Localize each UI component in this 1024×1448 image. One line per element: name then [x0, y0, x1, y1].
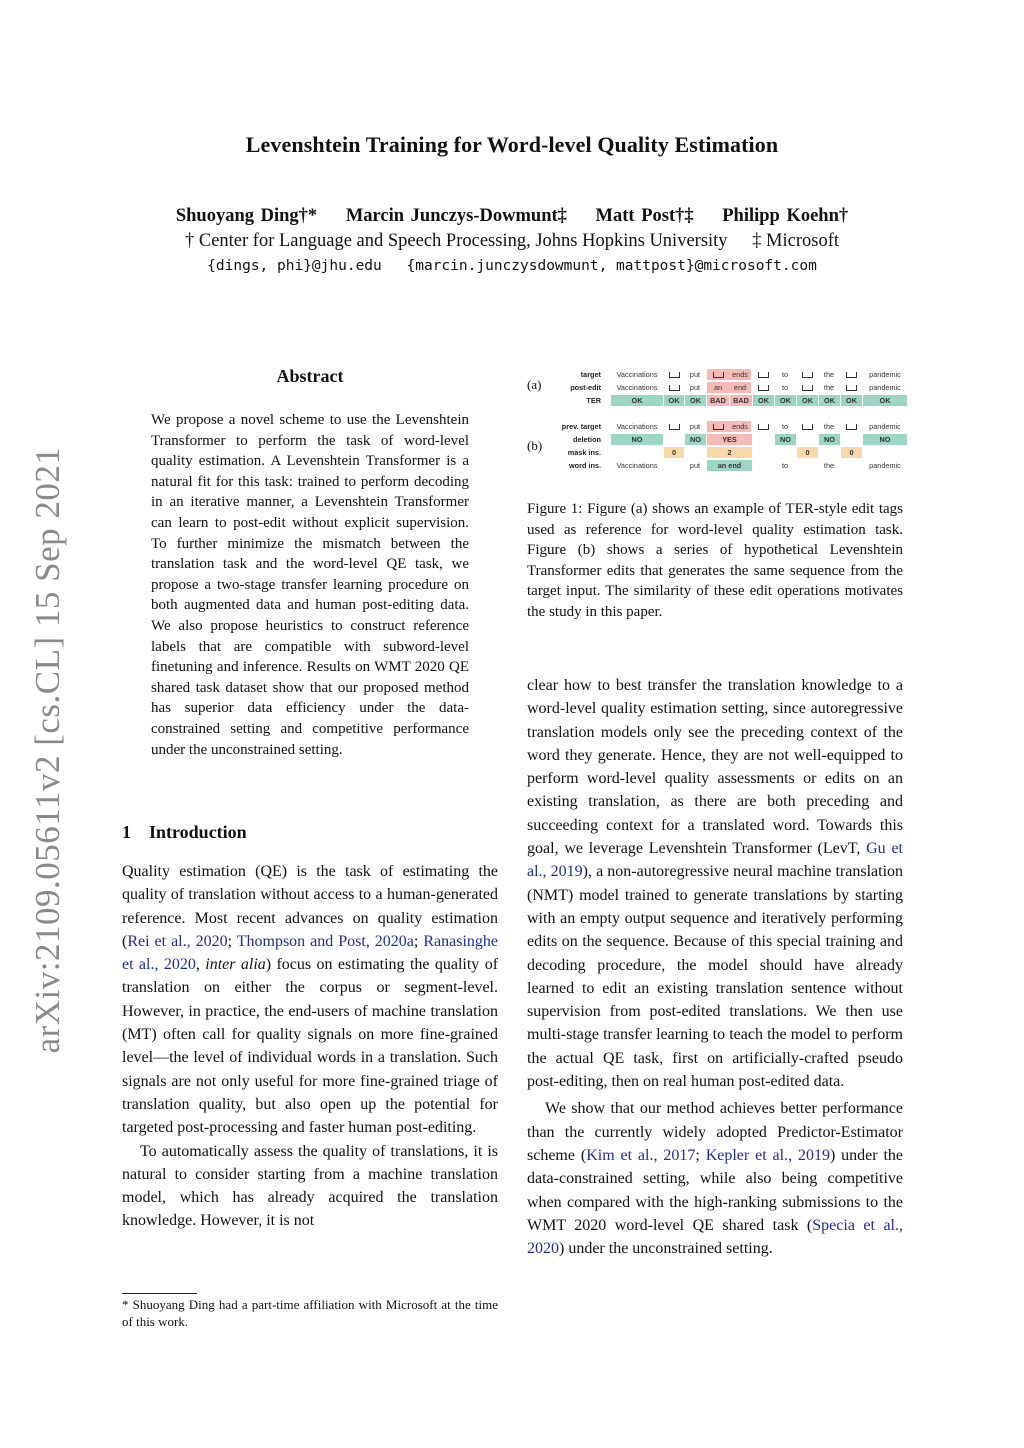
row-label: post-edit — [570, 383, 601, 392]
token: ends — [729, 369, 751, 380]
space-token — [841, 369, 861, 380]
deletion-tag: NO — [685, 434, 706, 445]
space-icon — [758, 424, 769, 430]
email: {marcin.junczysdowmunt, mattpost}@microsoft.com — [406, 258, 817, 274]
token: end — [729, 382, 751, 393]
token: the — [823, 461, 835, 470]
ter-tag: OK — [841, 395, 862, 406]
ter-tag: OK — [863, 395, 907, 406]
footnote: * Shuoyang Ding had a part-time affiliation with Microsoft at the time of this work. — [122, 1297, 498, 1329]
citation-link[interactable]: Ranasinghe et al., 2020 — [122, 932, 498, 974]
email: {dings, phi}@jhu.edu — [207, 258, 382, 274]
space-token — [753, 382, 773, 393]
mask-insertion-count: 2 — [707, 447, 752, 458]
token: the — [823, 370, 835, 379]
affiliation: † Center for Language and Speech Processing, Johns Hopkins University — [184, 231, 728, 251]
abstract-heading: Abstract — [276, 366, 344, 386]
affiliation: ‡ Microsoft — [752, 231, 840, 251]
author-name: Philipp Koehn† — [722, 206, 849, 226]
deletion-tag: NO — [819, 434, 840, 445]
token: put — [689, 370, 701, 379]
space-icon — [802, 424, 813, 430]
ter-tag: BAD — [707, 395, 729, 406]
token: the — [823, 422, 835, 431]
token: the — [823, 383, 835, 392]
author-name: Shuoyang Ding†* — [175, 206, 318, 226]
figure-caption: Figure 1: Figure (a) shows an example of TER-style edit tags used as reference for word-level quality estimation task. Figure (b) shows a series of hypothetical Levenshtein Transformer edits that generates the same sequence from the target input. The similarity of these edit operations motivates the study in this paper. — [527, 501, 903, 620]
text-run: , — [195, 956, 206, 974]
figure-1 — [527, 365, 907, 477]
figure-row-post-edit — [527, 382, 907, 393]
space-icon — [846, 372, 857, 378]
ter-tag: OK — [775, 395, 796, 406]
arxiv-identifier: arXiv:2109.05611v2 [cs.CL] 15 Sep 2021 — [28, 446, 67, 1054]
introduction-right-column — [527, 674, 903, 1260]
space-token — [797, 369, 817, 380]
space-token — [753, 369, 773, 380]
text-run: ) focus on estimating the quality of translation on either the corpus or segment-level. However, in practice, the end-users of machine translation (MT) often call for quality signals on more fine-grained level—the level of individual words in a translation. Such signals are not only useful for more fine-grained triage of translation quality, but also open up the potential for targeted post-processing and faster human post-editing. — [122, 956, 499, 1137]
text-run: Quality estimation (QE) is the task of estimating the quality of translation without access to a human-generated reference. Most recent advances on quality estimation ( — [122, 863, 498, 950]
space-icon — [846, 424, 857, 430]
space-icon — [758, 372, 769, 378]
text-run: ) under the unconstrained setting. — [559, 1240, 773, 1258]
text-run: ; — [227, 932, 237, 950]
ter-tag: OK — [819, 395, 840, 406]
figure-part-label: (b) — [527, 438, 543, 453]
inserted-words: an end — [707, 460, 752, 471]
text-run: ; — [695, 1146, 706, 1164]
space-icon — [713, 424, 724, 430]
text-run: clear how to best transfer the translation knowledge to a word-level quality estimation setting, since autoregressive translation models only see the preceding context of the word they generate. Hence, they are not well-equipped to perform word-level quality assessments or edits on an existing translation, as there are both preceding and succeeding context for a translated word. Towards this goal, we leverage Levenshtein Transformer (LevT, — [527, 677, 903, 858]
affiliations — [0, 231, 1024, 252]
author-name: Marcin Junczys-Dowmunt‡ — [345, 206, 567, 226]
token: put — [689, 422, 701, 431]
token: to — [781, 370, 789, 379]
token: pandemic — [869, 383, 901, 392]
paragraph — [527, 674, 903, 1093]
citation-link[interactable]: Rei et al., 2020 — [127, 932, 228, 950]
row-label: mask ins. — [567, 448, 601, 457]
space-icon — [713, 372, 724, 378]
deletion-tag: NO — [611, 434, 663, 445]
paragraph — [122, 860, 498, 1140]
row-label: TER — [586, 396, 601, 405]
mask-insertion-count: 0 — [797, 447, 818, 458]
ter-tag: OK — [664, 395, 684, 406]
token: Vaccinations — [616, 461, 658, 470]
citation-link[interactable]: Kim et al., 2017 — [586, 1146, 696, 1164]
paragraph: To automatically assess the quality of translations, it is natural to consider starting from a machine translation model, which has already acquired the translation knowledge. However, it is not — [122, 1142, 498, 1230]
token: to — [781, 422, 789, 431]
token: Vaccinations — [616, 370, 658, 379]
citation-link[interactable]: Thompson and Post, 2020a — [236, 932, 414, 950]
space-icon — [669, 385, 680, 391]
ter-tag: OK — [611, 395, 663, 406]
figure-row-mask-insertion — [527, 447, 907, 458]
space-icon — [669, 372, 680, 378]
token: put — [689, 383, 701, 392]
space-icon — [669, 424, 680, 430]
mask-insertion-count: 0 — [841, 447, 862, 458]
space-token — [665, 382, 683, 393]
space-token — [753, 421, 773, 432]
figure-part-label: (a) — [527, 377, 542, 392]
space-token — [841, 382, 861, 393]
deletion-tag: NO — [775, 434, 796, 445]
figure-row-ter — [527, 395, 907, 406]
text-run: ), a non-autoregressive neural machine translation (NMT) model trained to generate translations by starting with an empty output sequence and iteratively performing edits on the sequence. Because of this special training and decoding procedure, the model should have already learned to edit an existing translation sentence without supervision from post-edited translations. We then use multi-stage transfer learning to teach the model to perform the actual QE task, first on artificially-crafted pseudo post-editing, then on real human post-edited data. — [527, 863, 904, 1091]
italic-text: inter alia — [205, 956, 266, 974]
author-list — [0, 206, 1024, 227]
ter-tag: BAD — [730, 395, 752, 406]
token: Vaccinations — [616, 383, 658, 392]
introduction-left-column — [122, 860, 498, 1233]
deletion-tag: NO — [863, 434, 907, 445]
row-label: prev. target — [561, 422, 601, 431]
figure-row-deletion — [527, 434, 907, 445]
token: Vaccinations — [616, 422, 658, 431]
row-label: word ins. — [568, 461, 601, 470]
figure-row-word-insertion — [527, 460, 907, 471]
footnote-rule — [122, 1293, 197, 1294]
row-label: deletion — [573, 435, 601, 444]
token: pandemic — [869, 461, 901, 470]
space-token — [707, 369, 729, 380]
space-icon — [802, 385, 813, 391]
section-heading — [122, 822, 247, 843]
token: to — [781, 383, 789, 392]
text-run: We show that our method achieves better performance than the currently widely adopted Predictor-Estimator scheme ( — [527, 1100, 903, 1164]
text-run: ; — [413, 932, 424, 950]
mask-insertion-count: 0 — [664, 447, 684, 458]
citation-link[interactable]: Gu et al., 2019 — [527, 840, 903, 881]
token: pandemic — [869, 422, 901, 431]
ter-tag: OK — [797, 395, 818, 406]
space-token — [797, 421, 817, 432]
section-number: 1 — [122, 822, 131, 842]
ter-tag: OK — [685, 395, 706, 406]
section-title: Introduction — [149, 822, 247, 842]
figure-row-prev-target — [527, 421, 907, 432]
space-token — [707, 421, 729, 432]
space-token — [797, 382, 817, 393]
author-emails — [0, 258, 1024, 274]
citation-link[interactable]: Kepler et al., 2019 — [705, 1146, 830, 1164]
space-icon — [758, 385, 769, 391]
token: to — [781, 461, 789, 470]
space-icon — [802, 372, 813, 378]
citation-link[interactable]: Specia et al., 2020 — [527, 1216, 903, 1258]
space-token — [841, 421, 861, 432]
paper-title: Levenshtein Training for Word-level Quality Estimation — [245, 132, 779, 157]
token: put — [689, 461, 701, 470]
space-token — [665, 369, 683, 380]
abstract-text: We propose a novel scheme to use the Levenshtein Transformer to perform the task of word-level quality estimation. A Levenshtein Transformer is a natural fit for this task: trained to perform decoding in an iterative manner, a Levenshtein Transformer can learn to post-edit without explicit supervision. To further minimize the mismatch between the translation task and the word-level QE task, we propose a two-stage transfer learning procedure on both augmented data and human post-editing data. We also propose heuristics to construct reference labels that are compatible with subword-level finetuning and inference. Results on WMT 2020 QE shared task dataset show that our proposed method has superior data efficiency under the data-constrained setting and competitive performance under the unconstrained setting. — [151, 412, 469, 758]
token: pandemic — [869, 370, 901, 379]
token: an — [707, 382, 729, 393]
author-name: Matt Post†‡ — [595, 206, 694, 226]
paragraph — [527, 1097, 903, 1260]
ter-tag: OK — [753, 395, 774, 406]
space-icon — [846, 385, 857, 391]
text-run: ) under the data-constrained setting, while also being competitive when compared with the high-ranking submissions to the WMT 2020 word-level QE shared task ( — [527, 1146, 903, 1234]
token: ends — [729, 421, 751, 432]
figure-row-target — [527, 369, 907, 380]
row-label: target — [580, 370, 601, 379]
deletion-tag: YES — [707, 434, 752, 445]
space-token — [665, 421, 683, 432]
